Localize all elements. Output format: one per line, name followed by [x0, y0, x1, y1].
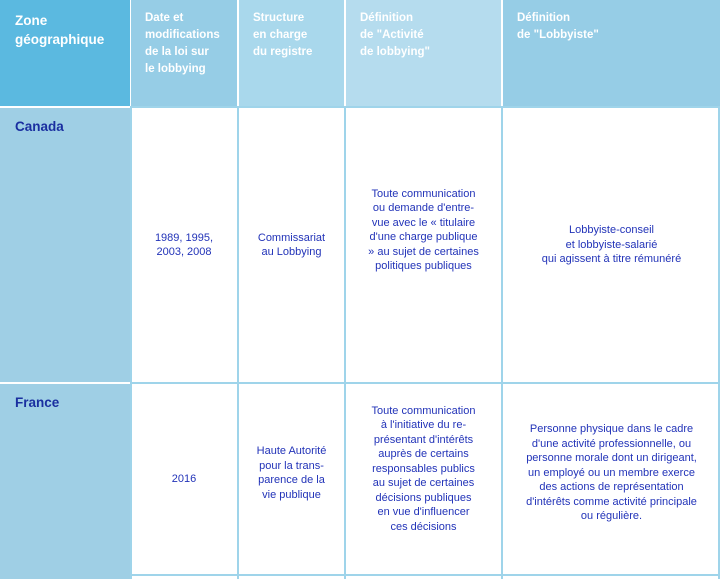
structure-cell-france: Haute Autorité pour la trans- parence de la vie publique — [239, 384, 344, 574]
header-structure: Structure en charge du registre — [239, 0, 344, 106]
lobbyiste-cell-canada: Lobbyiste-conseil et lobbyiste-salarié qui agissent à titre rémunéré — [503, 108, 720, 382]
header-activite: Définition de "Activité de lobbying" — [346, 0, 501, 106]
structure-cell-canada: Commissariat au Lobbying — [239, 108, 344, 382]
activite-cell-canada: Toute communication ou demande d'entre- vue avec le « titulaire d'une charge publique » au sujet de certaines politiques publiques — [346, 108, 501, 382]
date-cell-france: 2016 — [131, 384, 237, 574]
grid-line — [130, 108, 132, 579]
grid-line — [130, 574, 720, 576]
lobbyiste-cell-france: Personne physique dans le cadre d'une activité professionnelle, ou personne morale dont un dirigeant, un employé ou un membre exerce des actions de représentation d'intérêts comme activité principale ou régulière. — [503, 384, 720, 574]
date-cell-canada: 1989, 1995, 2003, 2008 — [131, 108, 237, 382]
grid-line — [501, 108, 503, 579]
grid-line — [130, 382, 720, 384]
zone-cell-france: France — [0, 384, 130, 579]
grid-line — [344, 108, 346, 579]
header-lobbyiste: Définition de "Lobbyiste" — [503, 0, 720, 106]
header-zone: Zone géographique — [0, 0, 130, 106]
grid-line — [237, 108, 239, 579]
zone-cell-canada: Canada — [0, 108, 130, 382]
grid-line — [130, 106, 720, 108]
activite-cell-france: Toute communication à l'initiative du re- présentant d'intérêts auprès de certains responsables publics au sujet de certaines décisions publiques en vue d'influencer ces décisions — [346, 384, 501, 574]
header-date: Date et modifications de la loi sur le lobbying — [131, 0, 237, 106]
